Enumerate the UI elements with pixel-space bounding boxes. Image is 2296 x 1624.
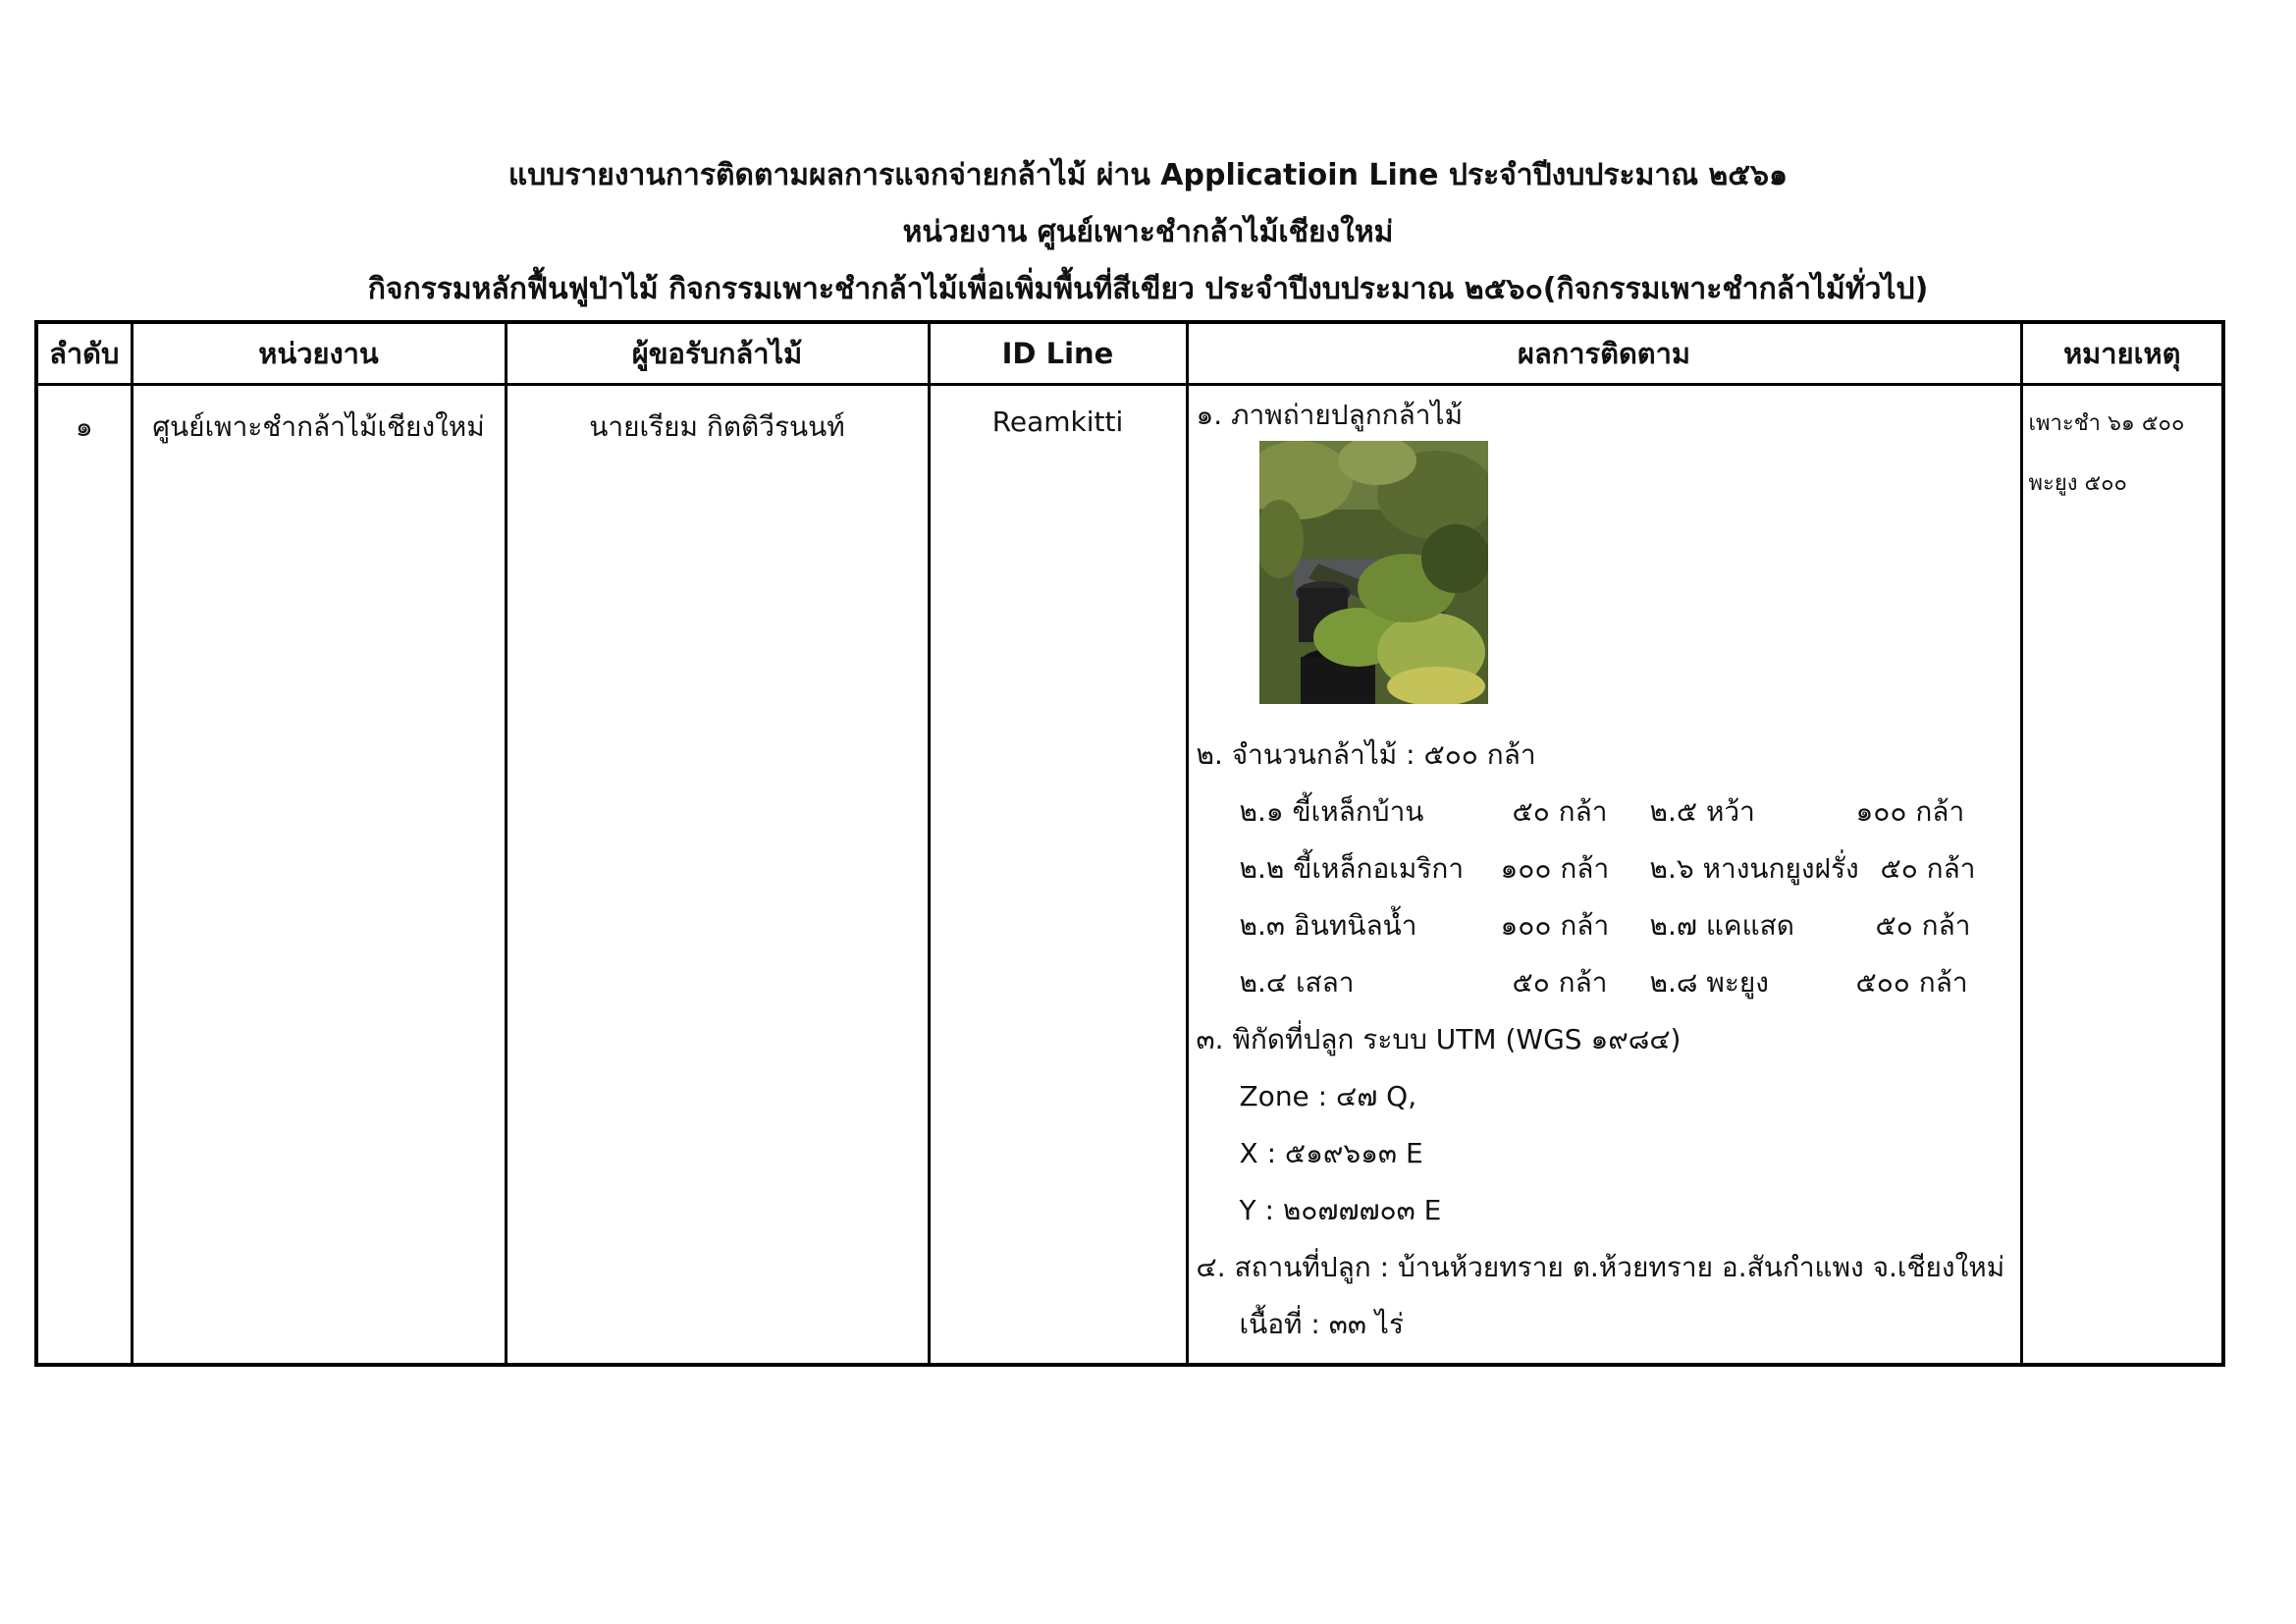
- table-row: [36, 385, 2223, 1366]
- species-8-name: ๒.๘ พะยูง: [1649, 966, 1769, 999]
- header-notes: หมายเหตุ: [2021, 322, 2223, 385]
- planting-place: ๔. สถานที่ปลูก : บ้านห้วยทราย ต.ห้วยทราย อ.สันกำแพง จ.เชียงใหม่: [1196, 1251, 2005, 1283]
- header-unit: หน่วยงาน: [132, 322, 506, 385]
- coordinate-label: ๓. พิกัดที่ปลูก ระบบ UTM (WGS ๑๙๘๔): [1196, 1023, 1682, 1056]
- utm-zone: Zone : ๔๗ Q,: [1239, 1080, 1417, 1112]
- report-agency: หน่วยงาน ศูนย์เพาะชำกล้าไม้เชียงใหม่: [902, 215, 1394, 249]
- results-block: [1189, 386, 2020, 1363]
- table-header-row: [36, 322, 2223, 385]
- species-5-name: ๒.๕ หว้า: [1649, 795, 1755, 828]
- species-3-qty: ๑๐๐ กล้า: [1500, 909, 1610, 942]
- species-7-qty: ๕๐ กล้า: [1875, 909, 1971, 942]
- utm-y: Y : ๒๐๗๗๗๐๓ E: [1239, 1194, 1442, 1226]
- seq-value: ๑: [75, 410, 93, 443]
- header-requester: ผู้ขอรับกล้าไม้: [506, 322, 929, 385]
- cell-seq: [36, 385, 132, 1366]
- report-header: [0, 147, 2296, 318]
- utm-x: X : ๕๑๙๖๑๓ E: [1239, 1137, 1423, 1169]
- species-6-qty: ๕๐ กล้า: [1880, 852, 1976, 885]
- header-id-line: ID Line: [929, 322, 1187, 385]
- planting-area: เนื้อที่ : ๓๓ ไร่: [1239, 1308, 1405, 1340]
- cell-id-line: [929, 385, 1187, 1366]
- species-3-name: ๒.๓ อินทนิลน้ำ: [1239, 909, 1417, 942]
- cell-unit: [132, 385, 506, 1366]
- report-activity: กิจกรรมหลักฟื้นฟูป่าไม้ กิจกรรมเพาะชำกล้าไม้เพื่อเพิ่มพื้นที่สีเขียว ประจำปีงบประมาณ ๒๕๖๐(กิจกรรมเพาะชำกล้าไม้ทั่วไป): [367, 272, 1929, 306]
- requester-value: นายเรียม กิตติวีรนนท์: [589, 410, 845, 443]
- header-seq: ลำดับ: [36, 322, 132, 385]
- report-title: แบบรายงานการติดตามผลการแจกจ่ายกล้าไม้ ผ่าน Applicatioin Line ประจำปีงบประมาณ ๒๕๖๑: [507, 158, 1789, 192]
- planting-photo: [1259, 441, 1488, 704]
- species-1-name: ๒.๑ ขี้เหล็กบ้าน: [1239, 795, 1424, 828]
- cell-notes: [2021, 385, 2223, 1366]
- planting-photo-image: [1259, 441, 1488, 704]
- unit-value: ศูนย์เพาะชำกล้าไม้เชียงใหม่: [152, 410, 485, 443]
- cell-requester: [506, 385, 929, 1366]
- species-4-name: ๒.๔ เสลา: [1239, 966, 1355, 999]
- report-table: [34, 320, 2225, 1367]
- note-line-2: พะยูง ๕๐๐: [2028, 471, 2127, 496]
- species-2-qty: ๑๐๐ กล้า: [1500, 852, 1610, 885]
- count-label: ๒. จำนวนกล้าไม้ : ๕๐๐ กล้า: [1196, 738, 1536, 771]
- species-5-qty: ๑๐๐ กล้า: [1855, 795, 1965, 828]
- species-7-name: ๒.๗ แคแสด: [1649, 909, 1794, 942]
- species-2-name: ๒.๒ ขี้เหล็กอเมริกา: [1239, 852, 1465, 885]
- photo-label: ๑. ภาพถ่ายปลูกกล้าไม้: [1196, 399, 1464, 431]
- note-line-1: เพาะชำ ๖๑ ๕๐๐: [2028, 411, 2185, 436]
- cell-results: [1187, 385, 2021, 1366]
- species-4-qty: ๕๐ กล้า: [1512, 966, 1608, 999]
- id-line-value: Reamkitti: [991, 406, 1124, 438]
- species-6-name: ๒.๖ หางนกยูงฝรั่ง: [1649, 852, 1859, 885]
- species-8-qty: ๕๐๐ กล้า: [1855, 966, 1968, 999]
- species-1-qty: ๕๐ กล้า: [1512, 795, 1608, 828]
- header-results: ผลการติดตาม: [1187, 322, 2021, 385]
